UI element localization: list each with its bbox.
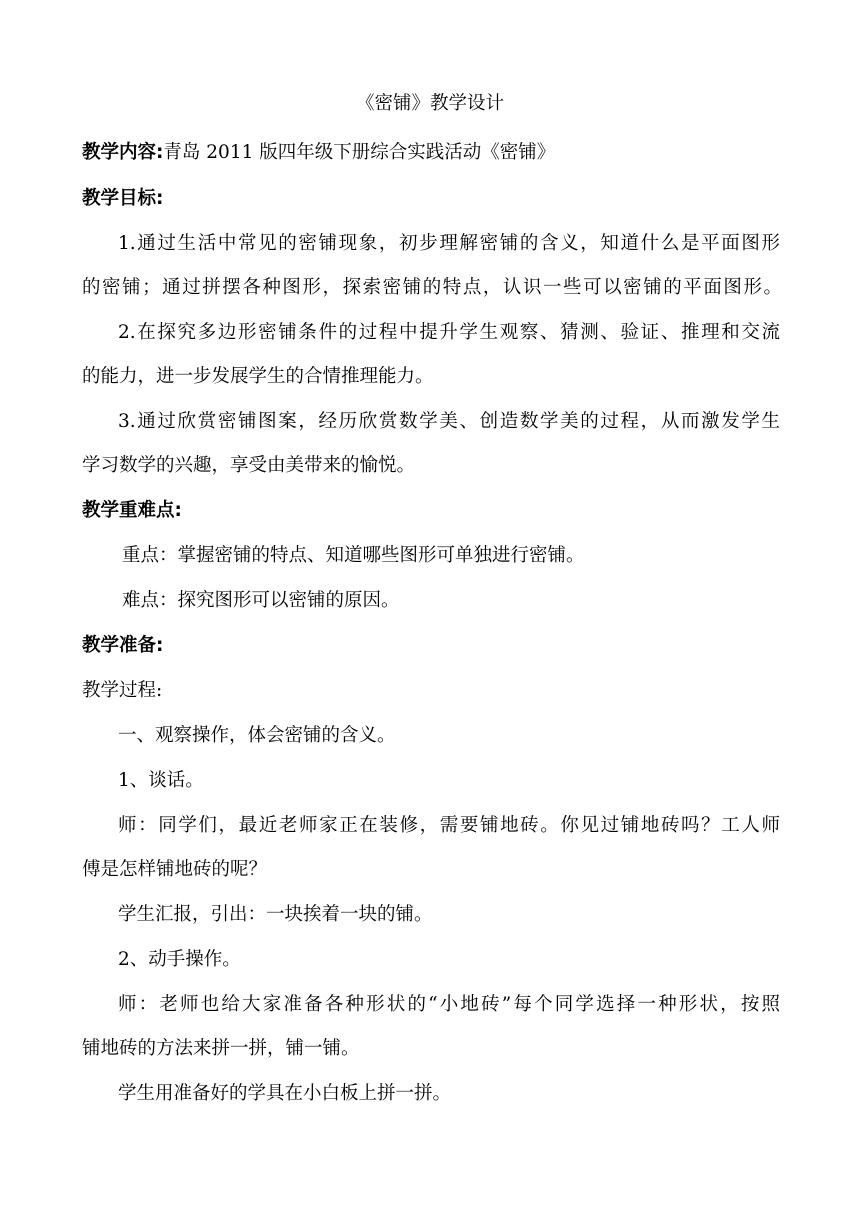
goal-3-line-1: 3.通过欣赏密铺图案，经历欣赏数学美、创造数学美的过程，从而激发学生: [118, 411, 780, 432]
goals-heading: 教学目标:: [82, 188, 164, 209]
teacher-remark-1-line-2: 傅是怎样铺地砖的呢？: [82, 859, 268, 880]
goal-1-line-2: 的密铺；通过拼摆各种图形，探索密铺的特点，认识一些可以密铺的平面图形。: [82, 277, 782, 298]
teaching-content: [82, 140, 782, 166]
step-2: 2、动手操作。: [118, 949, 241, 970]
keypoint-text: 重点：掌握密铺的特点、知道哪些图形可单独进行密铺。: [122, 545, 585, 566]
goal-2-line-2: 的能力，进一步发展学生的合情推理能力。: [82, 366, 434, 387]
goal-1-line-1: 1.通过生活中常见的密铺现象，初步理解密铺的含义，知道什么是平面图形: [118, 233, 780, 254]
teaching-content-text: 青岛 2011 版四年级下册综合实践活动《密铺》: [163, 142, 556, 163]
teacher-remark-2-line-1: 师：老师也给大家准备各种形状的“小地砖”每个同学选择一种形状，按照: [118, 994, 780, 1015]
preparation-heading: 教学准备:: [82, 635, 164, 656]
teaching-content-label: 教学内容:: [82, 142, 164, 163]
section-1-heading: 一、观察操作，体会密铺的含义。: [118, 725, 396, 746]
student-activity-2: 学生用准备好的学具在小白板上拼一拼。: [118, 1083, 452, 1104]
goal-2-line-1: 2.在探究多边形密铺条件的过程中提升学生观察、猜测、验证、推理和交流: [118, 322, 780, 343]
teacher-remark-1-line-1: 师：同学们，最近老师家正在装修，需要铺地砖。你见过铺地砖吗？工人师: [118, 815, 780, 836]
step-1: 1、谈话。: [118, 770, 204, 791]
goal-3-line-2: 学习数学的兴趣，享受由美带来的愉悦。: [82, 455, 416, 476]
process-heading: 教学过程:: [82, 680, 163, 701]
student-report-1: 学生汇报，引出：一块挨着一块的铺。: [118, 904, 433, 925]
keypoints-heading: 教学重难点:: [82, 500, 182, 521]
difficulty-text: 难点：探究图形可以密铺的原因。: [122, 590, 400, 611]
document-title: 《密铺》教学设计: [355, 93, 504, 114]
teacher-remark-2-line-2: 铺地砖的方法来拼一拼，铺一铺。: [82, 1038, 360, 1059]
